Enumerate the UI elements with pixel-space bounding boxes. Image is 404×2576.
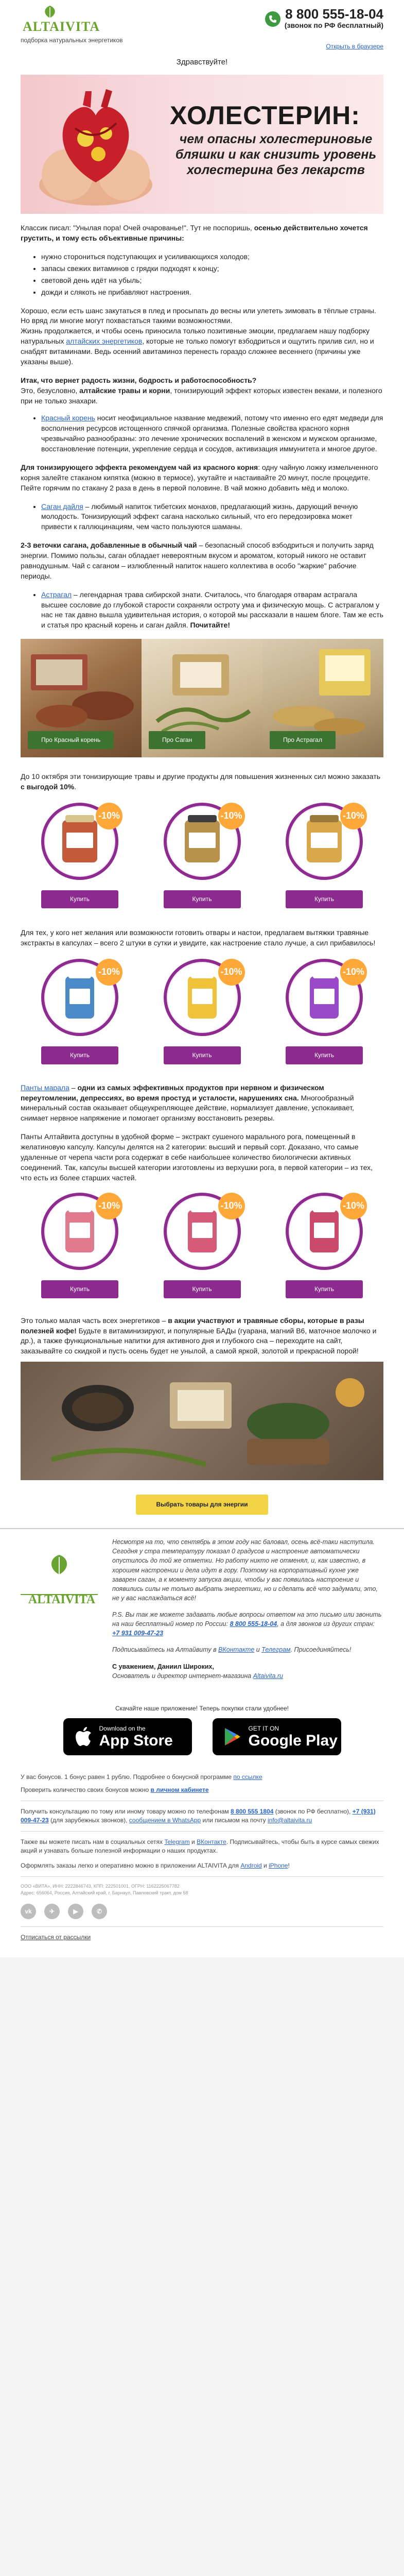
phone-link-intl[interactable]: +7 931 009-47-23	[112, 1630, 164, 1637]
header-contacts	[265, 5, 383, 51]
closing-text	[0, 1298, 404, 1357]
bonus-check: Проверить количество своих бонусов можно в личном кабинете	[21, 1786, 209, 1793]
iphone-link[interactable]: iPhone	[269, 1862, 288, 1870]
youtube-icon[interactable]: ▶	[68, 1904, 83, 1919]
product-card	[280, 959, 368, 1064]
email-link[interactable]: info@altaivita.ru	[268, 1816, 312, 1824]
footer-vk-link[interactable]: ВКонтакте	[197, 1838, 226, 1845]
app-badges	[0, 1718, 404, 1755]
footer-telegram-link[interactable]: Telegram	[164, 1838, 190, 1845]
hero-banner[interactable]	[21, 75, 383, 214]
app-store-top: Download on the	[99, 1725, 146, 1733]
product-card	[159, 803, 246, 908]
product-card	[159, 1193, 246, 1298]
app-store-badge[interactable]	[63, 1718, 192, 1755]
consult-phone-intl[interactable]: +7 (931) 009-47-23	[21, 1807, 376, 1824]
buy-button[interactable]: Купить	[41, 890, 118, 908]
product-card	[36, 959, 124, 1064]
product-image[interactable]	[41, 803, 118, 880]
phone-icon	[265, 11, 280, 27]
sagan-photo[interactable]	[142, 639, 262, 757]
logo-text: ALTAIVITA	[23, 19, 100, 34]
product-image[interactable]	[286, 1193, 363, 1270]
divider	[21, 1831, 383, 1832]
divider	[21, 1926, 383, 1927]
app-info: Оформлять заказы легко и оперативно можно в приложении ALTAIVITA для Android и iPhone!	[21, 1862, 290, 1870]
reasons-list	[41, 252, 383, 298]
founder-letter	[0, 1528, 404, 1696]
vk-link[interactable]: ВКонтакте	[218, 1646, 255, 1654]
paragraph: Несмотря на то, что сентябрь в этом году нас баловал, осень всё-таки наступила. Сегодня у стра температуру показал 0 градусов и настроение автоматически опустилось до той же отметки. Но работу никто не отменял, и, как известно, в хорошем настроении и дела идут в гору. Поэтому на корпоративный кухне уже заварен саган, а к моменту запуска акции, чтобы у вас появилась настроение и появились силы не только выбрать энергетики, но и сделать всё что задумали, это, не у вас наслаждаться всё!	[112, 1538, 378, 1602]
red-root-photo[interactable]	[21, 639, 142, 757]
founder-logo	[21, 1537, 103, 1688]
product-image[interactable]	[164, 959, 241, 1036]
product-image[interactable]	[164, 1193, 241, 1270]
paragraph: Панты марала – одни из самых эффективных продуктов при нервном и физическом переутомлении, депрессиях, во время простуд и усталости, нарушениях сна. Многообразный минеральный состав оказывает общеукрепляющее действие, нормализует давление, успокаивает, снимает нервное напряжение и помогает организму восстановить резервы.	[21, 1083, 354, 1123]
whatsapp-icon[interactable]: ✆	[92, 1904, 107, 1919]
energy-products-link[interactable]: алтайских энергетиков	[66, 337, 143, 346]
hero-subtitle: чем опасны холестериновые бляшки и как снизить уровень холестерина без лекарств	[175, 132, 377, 178]
legal-line-1: ООО «ВИТА», ИНН: 2222846743, КПП: 222501001, ОГРН: 1162225067782	[21, 1884, 180, 1889]
legal-line-2: Адрес: 656064, Россия, Алтайский край, г. Барнаул, Павловский тракт, дом 58	[21, 1890, 188, 1896]
about-astragal-button[interactable]: Про Астрагал	[270, 731, 336, 749]
product-image[interactable]	[164, 803, 241, 880]
product-card	[159, 959, 246, 1064]
discount-badge: -10%	[96, 1193, 122, 1219]
product-image[interactable]	[286, 803, 363, 880]
list-item: • запасы свежих витаминов с грядки подходят к концу;	[41, 264, 383, 274]
cta-area	[0, 1480, 404, 1528]
discount-badge: -10%	[218, 803, 245, 829]
google-play-badge[interactable]	[213, 1718, 341, 1755]
founder-logo-text: ALTAIVITA	[28, 1593, 96, 1607]
sagan-link[interactable]: Саган дайля	[41, 502, 83, 511]
paragraph: 2-3 веточки сагана, добавленные в обычный чай – безопасный способ взбодриться и получить заряд энергии. Помимо пользы, саган обладает невероятным вкусом и ароматом, который никого не оставит равнодушным. Чай с саганом – излюбленный напиток нашего коллектива в особо "жаркие" рабочие периоды.	[21, 541, 374, 580]
list-item: • световой день идёт на убыль;	[41, 276, 383, 286]
product-cards-3	[0, 1192, 404, 1298]
divider	[21, 1876, 383, 1877]
capsule-jar-icon	[65, 976, 94, 1019]
products-table-illustration	[21, 1362, 383, 1480]
list-item: • Саган дайля – любимый напиток тибетских монахов, предлагающий жизнь, дарующий вечную молодость. Тонизирующий эффект сагана насколько сильный, что его передозировка может привести к галлюцинациям, чем часто пользуются шаманы.	[41, 502, 383, 533]
google-play-top: GET IT ON	[248, 1725, 279, 1733]
discount-badge: -10%	[218, 959, 245, 986]
phone-link-ru[interactable]: 8 800 555-18-04	[230, 1620, 277, 1628]
heart-illustration	[34, 82, 157, 208]
product-image[interactable]	[41, 1193, 118, 1270]
social-info: Также вы можете писать нам в социальных сетях Telegram и ВКонтакте. Подписывайтесь, чтобы быть в курсе самых свежих акций и узнавать больше полезной информации о наших продуктах.	[21, 1838, 379, 1854]
app-store-main: App Store	[99, 1732, 173, 1750]
discount-badge: -10%	[340, 803, 367, 829]
product-image[interactable]	[41, 959, 118, 1036]
capsule-jar-icon	[188, 976, 217, 1019]
astragal-photo[interactable]	[262, 639, 383, 757]
buy-button[interactable]: Купить	[41, 1046, 118, 1064]
buy-button[interactable]: Купить	[164, 1280, 241, 1298]
pantomaral-jar-icon	[310, 1210, 339, 1252]
product-jar-icon	[62, 820, 97, 862]
signature: С уважением, Даниил Широких, Основатель и директор интернет-магазина Altaivita.ru	[112, 1663, 283, 1680]
product-jar-icon	[307, 820, 342, 862]
phone-note: (звонок по РФ бесплатный)	[284, 21, 383, 29]
discount-badge: -10%	[340, 1193, 367, 1219]
question-title: Итак, что вернет радость жизни, бодрость и работоспособность?	[21, 376, 257, 384]
product-card	[36, 1193, 124, 1298]
footer	[0, 1755, 404, 1957]
paragraph: Итак, что вернет радость жизни, бодрость и работоспособность? Это, безусловно, алтайские травы и корни, тонизирующий эффект которых известен веками, и полезного при не только знахари.	[21, 376, 382, 405]
product-card	[280, 1193, 368, 1298]
discount-badge: -10%	[218, 1193, 245, 1219]
capsule-jar-icon	[310, 976, 339, 1019]
product-cards-2	[0, 953, 404, 1064]
paragraph: Для тонизирующего эффекта рекомендуем чай из красного корня: одну чайную ложку измельченного корня залейте стаканом кипятка (можно в термосе), укутайте и настаивайте 20 минут, после процедите. Пейте горячим по стакану 2 раза в день в первой половине. В чай можно добавить мёд и молоко.	[21, 463, 378, 492]
red-root-link[interactable]: Красный корень	[41, 414, 95, 422]
buy-button[interactable]: Купить	[164, 1046, 241, 1064]
bonus-program-link[interactable]: по ссылке	[233, 1773, 262, 1781]
leaf-icon	[41, 5, 59, 19]
paragraph: Панты Алтайвита доступны в удобной форме – экстракт сушеного марального рога, помещенный в желатиновую капсулу. Капсулы делятся на 2 категории: высший и первый сорт. Доказано, что самые удаленные от черепа части рога содержат в себе наибольшее количество биологически активных соединений. Так, капсулы высшей категории изготовлены из верхушки рога, в первой категории – из тех, что есть из более старших частей.	[21, 1132, 373, 1182]
buy-button[interactable]: Купить	[286, 890, 363, 908]
discount-badge: -10%	[340, 959, 367, 986]
email-header	[0, 0, 404, 52]
choose-products-button[interactable]: Выбрать товары для энергии	[136, 1495, 269, 1515]
logo[interactable]	[21, 5, 123, 45]
logo-mark	[21, 5, 100, 35]
letter-text	[112, 1537, 383, 1688]
phone-line[interactable]	[265, 7, 383, 31]
whatsapp-link[interactable]: сообщением в WhatsApp	[129, 1816, 201, 1824]
herbs-list-2	[41, 502, 383, 533]
list-item: • Красный корень носит неофициальное название медвежий, потому что именно его едят медведи для восполнения ресурсов истощенного спячкой организма. Полезные свойства красного корня чрезвычайно разнообразны: это лечение хронических воспалений в женском и мужском организме, восстановление потенции, укрепление сердца и сосудов, активизация иммунитета и многое другое.	[41, 413, 383, 454]
android-link[interactable]: Android	[240, 1862, 262, 1870]
bonus-info: У вас бонусов. 1 бонус равен 1 рублю. Подробнее о бонусной программе по ссылке	[21, 1773, 262, 1781]
telegram-icon[interactable]: ✈	[44, 1904, 60, 1919]
consult-info: Получить консультацию по тому или иному товару можно по телефонам 8 800 555 1804 (звонок по РФ бесплатно), +7 (931) 009-47-23 (для зарубежных звонков), сообщением в WhatsApp или письмом на почту info@altaivita.ru	[21, 1807, 376, 1824]
buy-button[interactable]: Купить	[41, 1280, 118, 1298]
hero-title: ХОЛЕСТЕРИН:	[170, 101, 360, 130]
paragraph: Хорошо, если есть шанс закутаться в плед и просыпать до весны или улететь зимовать в тёплые страны. Но вряд ли многие могут похвастаться такими возможностями.	[21, 306, 376, 325]
buy-button[interactable]: Купить	[286, 1280, 363, 1298]
paragraph: Подписывайтесь на Алтайвиту в ВКонтакте и Телеграм. Присоединяйтесь!	[112, 1646, 352, 1654]
pantomaral-link[interactable]: Панты марала	[21, 1083, 69, 1092]
product-card	[280, 803, 368, 908]
buy-button[interactable]: Купить	[164, 890, 241, 908]
product-card	[36, 803, 124, 908]
discount-badge: -10%	[96, 959, 122, 986]
greeting: Здравствуйте!	[176, 58, 228, 66]
herbs-list-3	[41, 590, 383, 631]
product-cards-1	[0, 796, 404, 908]
phone-number: 8 800 555-18-04	[285, 6, 383, 22]
buy-button[interactable]: Купить	[286, 1046, 363, 1064]
capsules-text: Для тех, у кого нет желания или возможности готовить отвары и настои, предлагаем вытяжки травяные экстракты в капсулах – всего 2 штуки в сутки и увидите, как настроение стало лучше, а сил прибавилось!	[21, 928, 376, 947]
unsubscribe-link[interactable]: Отписаться от рассылки	[21, 1934, 91, 1941]
paragraph: Жизнь продолжается, и чтобы осень приносила только позитивные эмоции, предлагаем нашу подборку натуральных алтайских энергетиков, которые не только помогут взбодриться и ощутить прилив сил, но и снабдят витаминами. Ведь осенний авитаминоз перенесть гораздо сложнее весеннего (причины уже указаны выше).	[21, 327, 374, 366]
social-icons	[21, 1904, 383, 1919]
intro-paragraph: Классик писал: "Унылая пора! Очей очарованье!". Тут не поспоришь, осенью действительно хочется грустить, и тому есть объективные причины:	[21, 224, 368, 243]
google-play-icon	[224, 1727, 241, 1747]
site-link[interactable]: Altaivita.ru	[253, 1672, 283, 1680]
consult-phone-ru[interactable]: 8 800 555 1804	[231, 1807, 274, 1815]
astragal-link[interactable]: Астрагал	[41, 590, 72, 599]
logo-tagline: подборка натуральных энергетиков	[21, 37, 123, 44]
paragraph: Это только малая часть всех энергетиков – в акции участвуют и травяные сборы, которые в разы полезней кофе! Будьте в витаминизируют, и популярные БАДы (гуарана, магний B6, маточное молочко и др.), а также функциональные напитки для активного дня и глубокого сна – переходите на сайт, заказывайте со скидкой и пусть осень будет не унылой, а самой яркой, золотой и прекрасной порой!	[21, 1316, 377, 1355]
account-link[interactable]: в личном кабинете	[150, 1786, 209, 1793]
google-play-main: Google Play	[248, 1732, 338, 1750]
open-in-browser-link[interactable]: Открыть в браузере	[326, 42, 383, 50]
vk-icon[interactable]: vk	[21, 1904, 36, 1919]
product-image[interactable]	[286, 959, 363, 1036]
pantomaral-text	[0, 1064, 404, 1183]
list-item: • Астрагал – легендарная трава сибирской знати. Считалось, что благодаря отварам астрагала высшее сословие до глубокой старости сохраняли остроту ума и физическую мощь. С астрагалом у нас не так давно вышла удивительная история, о которой мы рассказали в нашем блоге. Там же есть и статья про красный корень и саган дайля. Почитайте!	[41, 590, 383, 631]
product-jar-icon	[185, 820, 220, 862]
paragraph: P.S. Вы так же можете задавать любые вопросы ответом на это письмо или звонить на наш бесплатный номер по России: 8 800 555-18-04, а для звонков из других стран: +7 931 009-47-23	[112, 1611, 382, 1637]
list-item: • дожди и слякоть не прибавляют настроения.	[41, 287, 383, 298]
apple-icon	[75, 1726, 92, 1747]
herb-photos	[0, 639, 404, 757]
about-sagan-button[interactable]: Про Саган	[149, 731, 205, 749]
offer-text: До 10 октября эти тонизирующие травы и другие продукты для повышения жизненных сил можно заказать с выгодой 10%.	[21, 772, 381, 791]
herbs-list	[41, 413, 383, 454]
about-red-root-button[interactable]: Про Красный корень	[28, 731, 114, 749]
energy-products-photo[interactable]	[21, 1362, 383, 1480]
pantomaral-jar-icon	[188, 1210, 217, 1252]
apps-hint: Скачайте наше приложение! Теперь покупки стали удобнее!	[115, 1704, 289, 1712]
pantomaral-jar-icon	[65, 1210, 94, 1252]
list-item: • нужно сторонитьcя подступающих и усиливающихся холодов;	[41, 252, 383, 262]
intro-text	[0, 214, 404, 631]
discount-badge: -10%	[96, 803, 122, 829]
telegram-link[interactable]: Телеграм	[261, 1646, 291, 1654]
